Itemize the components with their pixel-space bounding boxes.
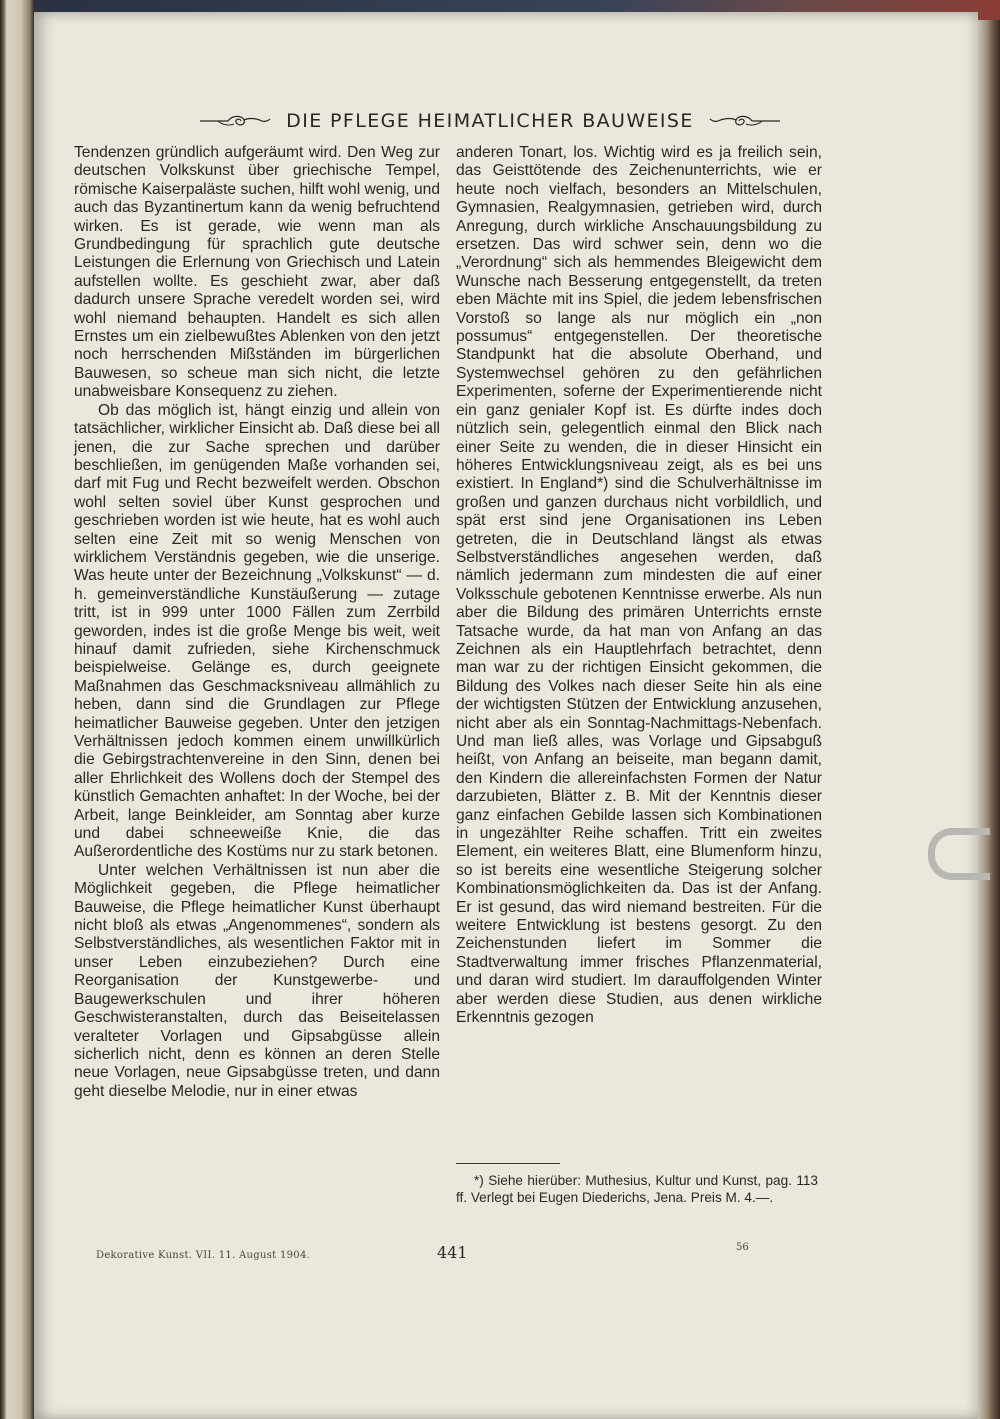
page-number: 441 [437,1243,468,1262]
right-text-column [456,144,822,1028]
signature-mark: 56 [736,1242,749,1253]
paragraph: Ob das möglich ist, hängt einzig und allein von tatsächlicher, wirklicher Einsicht ab. Daß diese bei all jenen, die zur Sache sprechen und darüber beschließen, im genügenden Maße vorhanden sei, darf mit Fug und Recht bezweifelt werden. Obschon wohl selten soviel über Kunst gesprochen und geschrieben worden ist wie heute, hat es wohl auch selten eine Zeit mit so wenig Menschen von wirklichem Verständnis gegeben, wie die unserige. Was heute unter der Bezeichnung „Volkskunst“ — d. h. gemeinverständliche Kunstäußerung — zutage tritt, ist in 999 unter 1000 Fällen zum Zerrbild geworden, indes ist die große Menge bis weit, weit hinauf damit zufrieden, siehe Kirchenschmuck beispielweise. Gelänge es, durch geeignete Maßnahmen das Geschmacksniveau allmählich zu heben, dann sind die Grundlagen zur Pflege heimatlicher Bauweise gegeben. Unter den jetzigen Verhältnissen jedoch kommen einem unwillkürlich die Gebirgstrachtenvereine in den Sinn, denen bei aller Ehrlichkeit des Wollens doch der Stempel des künstlich Gemachten anhaftet: In der Woche, bei der Arbeit, lange Beinkleider, am Sonntag aber kurze und dabei schneeweiße Knie, die das Außerordentliche des Kostüms nur zu stark betonen. [74,401,440,861]
paper-clip [928,828,990,880]
book-spine-edge [0,0,34,1419]
paragraph: Unter welchen Verhältnissen ist nun aber die Möglichkeit gegeben, die Pflege heimatlicher Bauweise, die Pflege heimatlicher Kunst überhaupt nicht bloß als etwas „Angenommenes“, sondern als Selbstverständliches, als wesentlichen Faktor mit in unser Leben einzubeziehen? Durch eine Reorganisation der Kunstgewerbe- und Baugewerkschulen und ihrer höheren Geschwisteranstalten, durch das Beiseitelassen veralteter Vorlagen und Gipsabgüsse allein sicherlich nicht, denn es können an deren Stelle neue Vorlagen, neue Gipsabgüsse treten, und dann geht dieselbe Melodie, nur in einer etwas [74,861,440,1100]
journal-source-line: Dekorative Kunst. VII. 11. August 1904. [96,1250,311,1261]
page-right-edge [978,20,1000,1419]
running-header [160,104,820,138]
paragraph: anderen Tonart, los. Wichtig wird es ja freilich sein, das Geisttötende des Zeichenunterrichts, wie er heute noch vielfach, besonders an Mittelschulen, Gymnasien, Realgymnasien, getrieben wird, durch Anregung, durch wirkliche Anschauungsbildung zu ersetzen. Das wird schwer sein, denn wo die „Verordnung“ sich als hemmendes Bleigewicht dem Wunsche nach Besserung entgegenstellt, da treten eben Mächte mit ins Spiel, die jedem lebensfrischen Vorstoß so lange als nur möglich ein „non possumus“ entgegenstellen. Der theoretische Standpunkt hat die absolute Oberhand, und Systemwechsel gehören zu den gefährlichen Experimenten, soferne der Experimentierende nicht ein ganz genialer Kopf ist. Es dürfte indes doch nützlich sein, gelegentlich einmal den Blick nach einer Seite zu wenden, die in dieser Hinsicht ein höheres Entwicklungsniveau zeigt, als es bei uns existiert. In England*) sind die Schulverhältnisse im großen und ganzen durchaus nicht vorbildlich, und spät erst sind jene Organisationen ins Leben getreten, die in Deutschland längst als etwas Selbstverständliches angesehen werden, daß nämlich jedermann zum mindesten die auf einer Volksschule gebotenen Kenntnisse erwerbe. Als nun aber die Bildung des primären Unterrichts ernste Tatsache wurde, da hat man von Anfang an das Zeichnen als ein Hauptlehrfach betrachtet, denn man war zu der richtigen Einsicht gekommen, die Bildung des Volkes nach dieser Seite hin als eine der wichtigsten Stützen der Entwicklung anzusehen, nicht aber als ein Sonntag-Nachmittags-Nebenfach. Und man ließ alles, was Vorlage und Gipsabguß heißt, von Anfang an beiseite, man begann damit, den Kindern die allereinfachsten Formen der Natur darzubieten, Blätter z. B. Mit der Kenntnis dieser ganz einfachen Gebilde lassen sich Kombinationen in ungezählter Reihe schaffen. Tritt ein zweites Element, ein weiteres Blatt, eine Blumenform hinzu, so ist bereits eine wesentliche Steigerung solcher Kombinationsmöglichkeiten da. Das ist der Anfang. Er ist gesund, das wird niemand bestreiten. Für die weitere Entwicklung ist bestens gesorgt. Zu den Zeichenstunden liefert im Sommer die Stadtverwaltung immer frisches Pflanzenmaterial, und daran wird studiert. Im darauffolgenden Winter aber werden diese Studien, aus denen wirkliche Erkenntnis gezogen [456,144,822,1027]
footnote-divider [456,1163,560,1164]
left-text-column [74,144,440,1101]
paragraph: Tendenzen gründlich aufgeräumt wird. Den Weg zur deutschen Volkskunst über griechische Tempel, römische Kaiserpaläste suchen, hilft wohl wenig, und auch das Byzantinertum kann da wenig befruchtend wirken. Es ist gerade, wie wenn man als Grundbedingung für sprachlich gute deutsche Leistungen die Erlernung von Griechisch und Latein aufstellen wollte. Es geschieht zwar, aber daß dadurch unsere Sprache veredelt worden sei, wird wohl niemand behaupten. Handelt es sich allen Ernstes um ein zielbewußtes Ablenken von den jetzt noch herrschenden Mißständen im bürgerlichen Bauwesen, so scheue man sich nicht, die letzte unabweisbare Konsequenz zu ziehen. [74,144,440,401]
running-header-title: DIE PFLEGE HEIMATLICHER BAUWEISE [286,110,694,132]
right-ornament-icon [708,111,782,131]
footnote: *) Siehe hierüber: Muthesius, Kultur und Kunst, pag. 113 ff. Verlegt bei Eugen Diederichs, Jena. Preis M. 4.—. [456,1173,818,1205]
adjacent-page-text-fragment [4,150,26,1280]
left-ornament-icon [198,111,272,131]
